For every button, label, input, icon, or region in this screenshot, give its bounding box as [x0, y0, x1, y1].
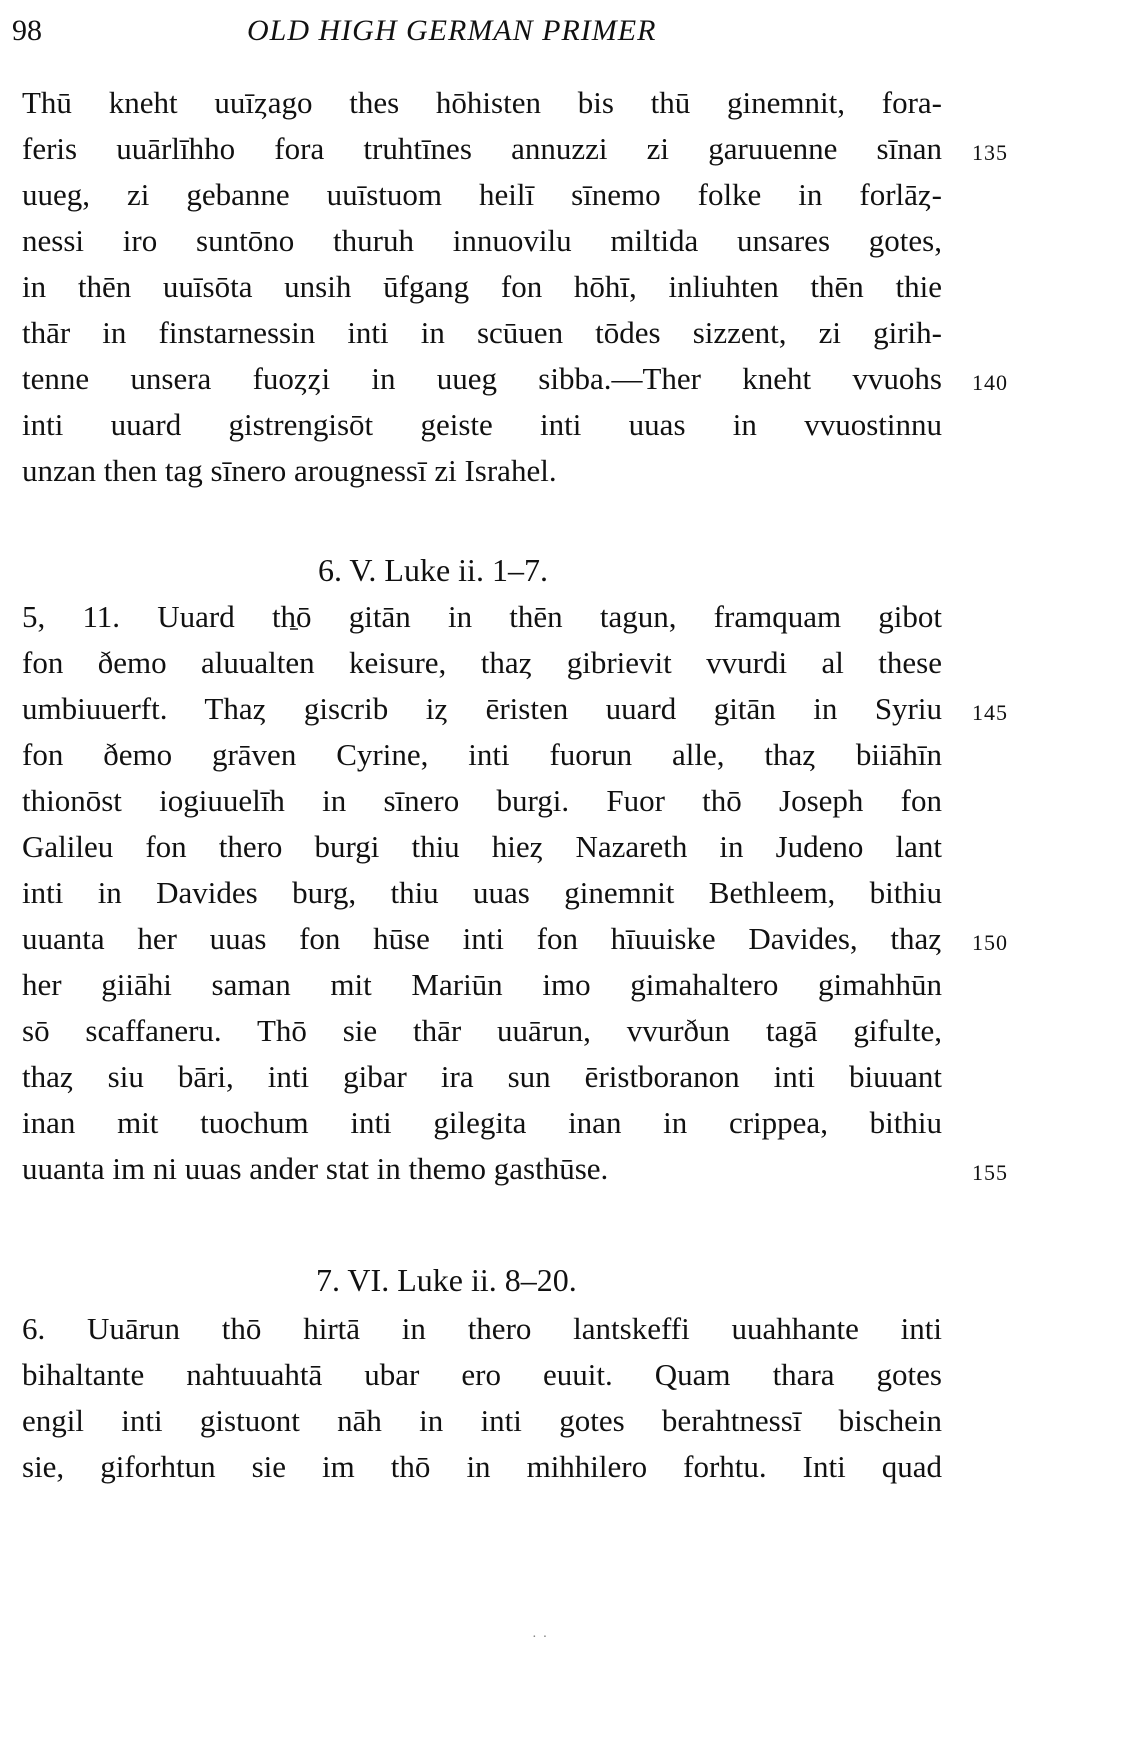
- text-line: feris uuārlīhho fora truhtīnes annuzzi zi garuuenne sīnan: [22, 131, 942, 166]
- text-line: thaȥ siu bāri, inti gibar ira sun ēristboranon inti biuuant: [22, 1059, 942, 1094]
- text-line: thionōst iogiuuelīh in sīnero burgi. Fuor thō Joseph fon: [22, 783, 942, 818]
- text-line: bihaltante nahtuuahtā ubar ero euuit. Quam thara gotes: [22, 1357, 942, 1392]
- text-line: nessi iro suntōno thuruh innuovilu miltida unsares gotes,: [22, 223, 942, 258]
- line-number: 135: [972, 140, 1008, 165]
- text-line: inti uuard gistrengisōt geiste inti uuas in vvuostinnu: [22, 407, 942, 442]
- section-heading: 7. VI. Luke ii. 8–20.: [316, 1262, 577, 1298]
- text-line: uueg, zi gebanne uuīstuom heilī sīnemo folke in forlāȥ-: [22, 177, 942, 212]
- text-line: Thū kneht uuīȥago thes hōhisten bis thū ginemnit, fora-: [22, 85, 942, 120]
- text-line: 6. Uuārun thō hirtā in thero lantskeffi uuahhante inti: [22, 1311, 942, 1346]
- running-title: OLD HIGH GERMAN PRIMER: [247, 14, 657, 47]
- line-number: 140: [972, 370, 1008, 395]
- text-line: unzan then tag sīnero arougnessī zi Israhel.: [22, 453, 557, 488]
- text-line: inti in Davides burg, thiu uuas ginemnit Bethleem, bithiu: [22, 875, 942, 910]
- text-line: inan mit tuochum inti gilegita inan in crippea, bithiu: [22, 1105, 942, 1140]
- text-line: sie, giforhtun sie im thō in mihhilero forhtu. Inti quad: [22, 1449, 942, 1484]
- text-line: fon ðemo aluualten keisure, thaȥ gibrievit vvurdi al these: [22, 645, 942, 680]
- smudge-dots: ··: [532, 1630, 554, 1645]
- text-line: sō scaffaneru. Thō sie thār uuārun, vvurðun tagā gifulte,: [22, 1013, 942, 1048]
- text-line: fon ðemo grāven Cyrine, inti fuorun alle, thaȥ biiāhīn: [22, 737, 942, 772]
- text-line: 5, 11. Uuard thō gitān in thēn tagun, framquam gibot: [22, 599, 942, 634]
- text-line: uuanta im ni uuas ander stat in themo gasthūse.: [22, 1151, 609, 1186]
- line-number: 155: [972, 1160, 1008, 1185]
- line-number: 150: [972, 930, 1008, 955]
- page-number: 98: [12, 14, 42, 47]
- line-number: 145: [972, 700, 1008, 725]
- text-line: in thēn uuīsōta unsih ūfgang fon hōhī, inliuhten thēn thie: [22, 269, 942, 304]
- text-line: thār in finstarnessin inti in scūuen tōdes sizzent, zi girih-: [22, 315, 942, 350]
- text-line: tenne unsera fuoȥȥi in uueg sibba.—Ther kneht vvuohs: [22, 361, 942, 396]
- text-line: engil inti gistuont nāh in inti gotes berahtnessī bischein: [22, 1403, 942, 1438]
- section-heading: 6. V. Luke ii. 1–7.: [318, 552, 548, 588]
- text-line: Galileu fon thero burgi thiu hieȥ Nazareth in Judeno lant: [22, 829, 942, 864]
- text-line: her giiāhi saman mit Mariūn imo gimahaltero gimahhūn: [22, 967, 942, 1002]
- text-line: umbiuuerft. Thaȥ giscrib iȥ ēristen uuard gitān in Syriu: [22, 691, 942, 726]
- text-line: uuanta her uuas fon hūse inti fon hīuuiske Davides, thaȥ: [22, 921, 942, 956]
